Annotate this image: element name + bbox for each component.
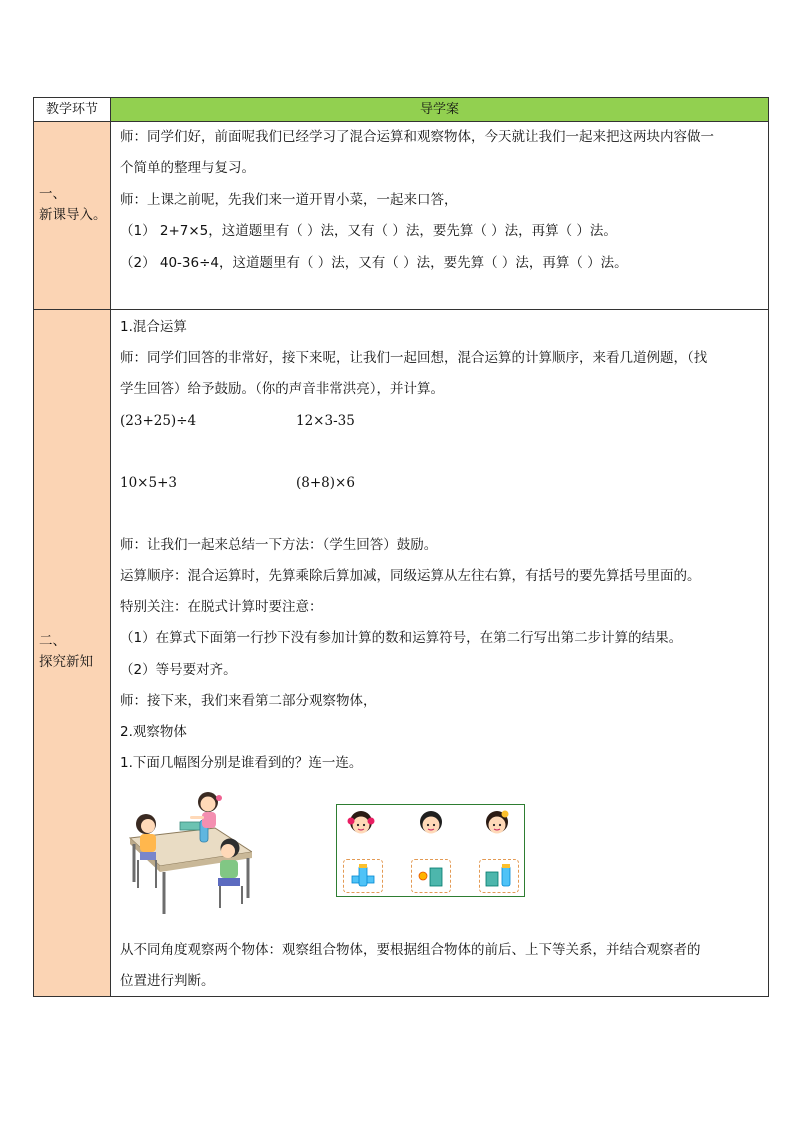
section1-line: （1） 2+7×5，这道题里有（ ）法，又有（ ）法，要先算（ ）法，再算（ ）法。 xyxy=(120,223,617,239)
children-at-table-illustration xyxy=(120,786,252,916)
heading-mixed-operations: 1.混合运算 xyxy=(120,319,187,335)
girl-face-icon xyxy=(347,809,375,837)
closing-line: 从不同角度观察两个物体：观察组合物体，要根据组合物体的前后、上下等关系，并结合观察者的 xyxy=(120,942,701,958)
row-divider xyxy=(34,309,768,310)
order-rule-line: 运算顺序：混合运算时，先算乘除后算加减，同级运算从左往右算，有括号的要先算括号里面的。 xyxy=(120,568,701,584)
front-view-icon xyxy=(344,860,382,892)
view-card-top xyxy=(479,859,519,893)
heading-observing-objects: 2.观察物体 xyxy=(120,724,187,740)
view-card-side xyxy=(411,859,451,893)
header-section-cell: 教学环节 xyxy=(34,98,110,121)
closing-line: 位置进行判断。 xyxy=(120,973,215,989)
top-view-icon xyxy=(480,860,518,892)
intro-line: 学生回答）给予鼓励。（你的声音非常洪亮），并计算。 xyxy=(120,381,444,397)
view-card-front xyxy=(343,859,383,893)
section1-line: 师：同学们好，前面呢我们已经学习了混合运算和观察物体，今天就让我们一起来把这两块内容做一 xyxy=(120,129,714,145)
exercise-item: (23+25)÷4 xyxy=(120,413,197,429)
exercise-item: (8+8)×6 xyxy=(296,475,355,491)
side-view-icon xyxy=(412,860,450,892)
matching-views-box xyxy=(336,804,525,897)
exercise-item: 10×5+3 xyxy=(120,475,177,491)
note-line: （1）在算式下面第一行抄下没有参加计算的数和运算符号，在第二行写出第二步计算的结果。 xyxy=(120,630,683,646)
section1-line: 个简单的整理与复习。 xyxy=(120,160,255,176)
question-line: 1.下面几幅图分别是谁看到的？连一连。 xyxy=(120,755,363,771)
exercise-item: 12×3-35 xyxy=(296,413,355,429)
girl-bow-face-icon xyxy=(483,809,511,837)
summary-line: 师：让我们一起来总结一下方法：（学生回答）鼓励。 xyxy=(120,537,438,553)
intro-line: 师：同学们回答的非常好，接下来呢，让我们一起回想，混合运算的计算顺序，来看几道例题，（找 xyxy=(120,350,708,366)
section1-line: （2） 40-36÷4，这道题里有（ ）法，又有（ ）法，要先算（ ）法，再算（ ）法。 xyxy=(120,255,628,271)
attention-line: 特别关注：在脱式计算时要注意： xyxy=(120,599,323,615)
lesson-table xyxy=(33,97,769,997)
section1-label: 一、 新课导入。 xyxy=(39,186,107,223)
row-divider xyxy=(34,121,768,122)
column-divider xyxy=(110,98,111,996)
boy-face-icon xyxy=(417,809,445,837)
section2-label: 二、 探究新知 xyxy=(39,633,93,670)
header-plan-cell: 导学案 xyxy=(111,98,768,121)
note-line: （2）等号要对齐。 xyxy=(120,662,237,678)
transition-line: 师：接下来，我们来看第二部分观察物体， xyxy=(120,693,377,709)
section1-line: 师：上课之前呢，先我们来一道开胃小菜，一起来口答， xyxy=(120,192,458,208)
